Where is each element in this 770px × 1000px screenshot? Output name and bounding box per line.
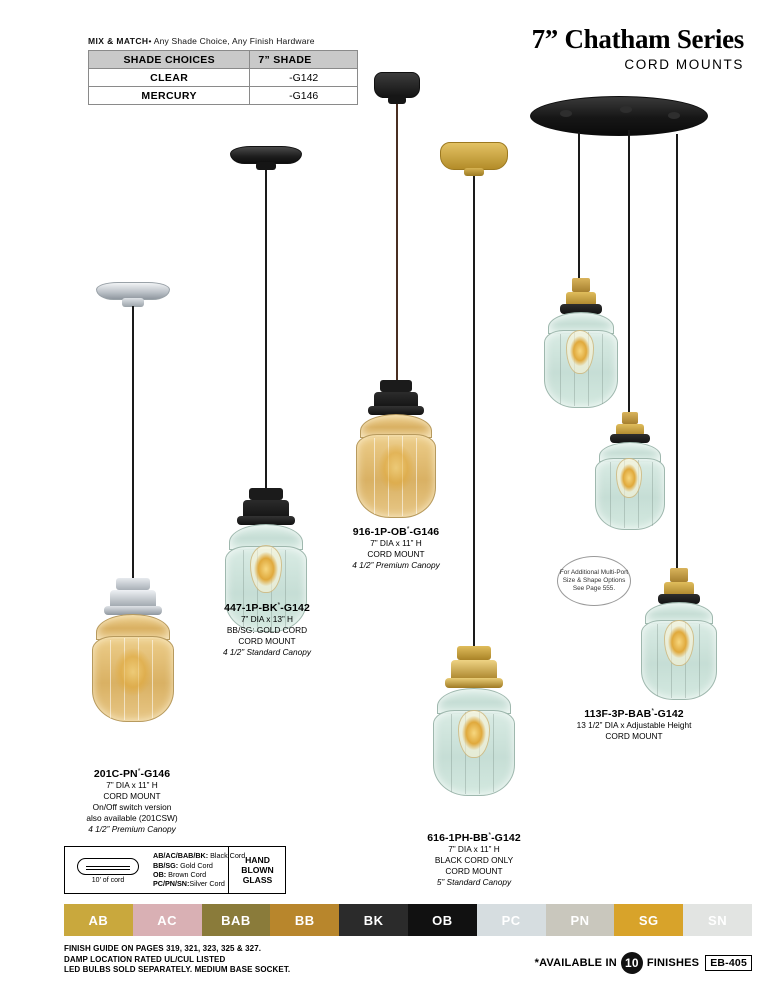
cord-keys: PC/PN/SN:: [153, 879, 190, 889]
cell-choice-clear: CLEAR: [89, 69, 250, 87]
product-line: BB/SG: GOLD CORD: [226, 624, 308, 635]
product-code-tail: -G146: [409, 525, 440, 538]
multi-port-note-text: For Additional Multi-Port Size & Shape Options See Page 555.: [559, 569, 629, 592]
product-code-tail: -G142: [491, 831, 521, 844]
finish-swatch-ab[interactable]: AB: [64, 904, 133, 936]
product-code-sup: *: [651, 708, 655, 715]
column-header-shade-size: 7” SHADE: [250, 51, 358, 69]
finish-swatch-bb[interactable]: BB: [270, 904, 339, 936]
page-code: EB-405: [705, 955, 752, 971]
hand-blown-glass-badge: [228, 846, 286, 894]
finish-swatch-ac[interactable]: AC: [133, 904, 202, 936]
available-finishes-badge: [535, 952, 752, 974]
caption-916-1p-ob: [306, 524, 486, 571]
available-prefix: *AVAILABLE IN: [534, 957, 617, 969]
product-canopy-note: 4 1/2” Standard Canopy: [222, 646, 312, 657]
product-line: CORD MOUNT: [367, 548, 425, 559]
product-line: CORD MOUNT: [445, 865, 503, 876]
finish-swatch-bab[interactable]: BAB: [202, 904, 271, 936]
product-line: 7” DIA x 11” H: [370, 537, 422, 548]
badge-line: GLASS: [242, 875, 273, 885]
caption-447-1p-bk: [178, 600, 356, 658]
mix-and-match-label: MIX & MATCH: [88, 36, 149, 46]
cord-value: Gold Cord: [178, 860, 213, 870]
cell-code-clear: -G142: [250, 69, 358, 87]
badge-line: BLOWN: [241, 865, 274, 875]
product-line: CORD MOUNT: [605, 730, 663, 741]
caption-113f-3p-bab: [540, 706, 728, 742]
product-code-tail: -G142: [280, 601, 310, 614]
page-title-block: [532, 26, 744, 72]
footer-notes: [64, 944, 290, 976]
product-code-sup: *: [137, 768, 141, 775]
multi-port-note-bubble: [557, 556, 631, 606]
footer-line-2: DAMP LOCATION RATED UL/CUL LISTED: [64, 954, 226, 964]
cord-keys: OB:: [153, 870, 167, 879]
page-subtitle: CORD MOUNTS: [624, 57, 744, 72]
cord-keys: AB/AC/BAB/BK:: [153, 851, 209, 861]
product-canopy-note: 4 1/2” Premium Canopy: [352, 559, 440, 570]
cord-value: Silver Cord: [189, 879, 225, 889]
product-line: 7” DIA x 11” H: [106, 779, 158, 790]
product-code-tail: -G146: [140, 767, 171, 780]
page-title: 7” Chatham Series: [531, 24, 744, 54]
footer-line-1: FINISH GUIDE ON PAGES 319, 321, 323, 325 & 327.: [64, 944, 262, 953]
table-row: [89, 87, 358, 105]
product-code-tail: -G142: [654, 707, 684, 720]
finish-swatch-ob[interactable]: OB: [408, 904, 477, 936]
shade-choices-table: [88, 50, 358, 105]
column-header-shade-choices: SHADE CHOICES: [89, 51, 250, 69]
product-line: On/Off switch version: [92, 801, 172, 812]
finish-swatch-pn[interactable]: PN: [546, 904, 615, 936]
product-line: CORD MOUNT: [238, 635, 296, 646]
finish-swatch-bar: [64, 904, 752, 936]
cord-value: Brown Cord: [166, 870, 207, 879]
cell-code-mercury: -G146: [250, 87, 358, 105]
cord-value: Black Cord: [208, 851, 246, 861]
finish-swatch-bk[interactable]: BK: [339, 904, 408, 936]
product-line: 7” DIA x 13” H: [240, 613, 294, 624]
footer-line-3: LED BULBS SOLD SEPARATELY. MEDIUM BASE SOCKET.: [64, 965, 291, 974]
product-line: 13 1/2” DIA x Adjustable Height: [576, 719, 692, 730]
caption-616-1ph-bb: [384, 830, 564, 888]
cord-coil-icon: [77, 858, 139, 875]
table-row: [89, 69, 358, 87]
product-code-sup: *: [488, 832, 492, 839]
caption-201c-pn: [44, 766, 220, 835]
finish-swatch-sn[interactable]: SN: [683, 904, 752, 936]
mix-and-match-text: • Any Shade Choice, Any Finish Hardware: [148, 36, 315, 46]
mix-and-match-note: [88, 36, 358, 46]
finish-swatch-sg[interactable]: SG: [614, 904, 683, 936]
product-line: CORD MOUNT: [103, 790, 161, 801]
cell-choice-mercury: MERCURY: [89, 87, 250, 105]
product-code: 616-1PH-BB: [427, 831, 489, 844]
cord-length-label: 10’ of cord: [91, 877, 125, 884]
product-code-sup: *: [406, 526, 410, 533]
cord-keys: BB/SG:: [153, 860, 179, 870]
product-canopy-note: 5” Standard Canopy: [436, 876, 512, 887]
product-code: 113F-3P-BAB: [584, 707, 652, 720]
badge-line: HAND: [245, 855, 270, 865]
product-code: 447-1P-BK: [224, 601, 278, 614]
table-header-row: [89, 51, 358, 69]
product-code: 201C-PN: [93, 767, 138, 780]
finish-swatch-pc[interactable]: PC: [477, 904, 546, 936]
available-count: 10: [621, 952, 643, 974]
product-line: also available (201CSW): [86, 812, 178, 823]
product-code-sup: *: [277, 602, 281, 609]
product-line: 7” DIA x 11” H: [448, 843, 500, 854]
product-canopy-note: 4 1/2” Premium Canopy: [88, 823, 176, 834]
cord-length-indicator: [65, 856, 151, 884]
product-code: 916-1P-OB: [352, 525, 407, 538]
product-line: BLACK CORD ONLY: [434, 854, 514, 865]
available-suffix: FINISHES: [646, 957, 700, 969]
